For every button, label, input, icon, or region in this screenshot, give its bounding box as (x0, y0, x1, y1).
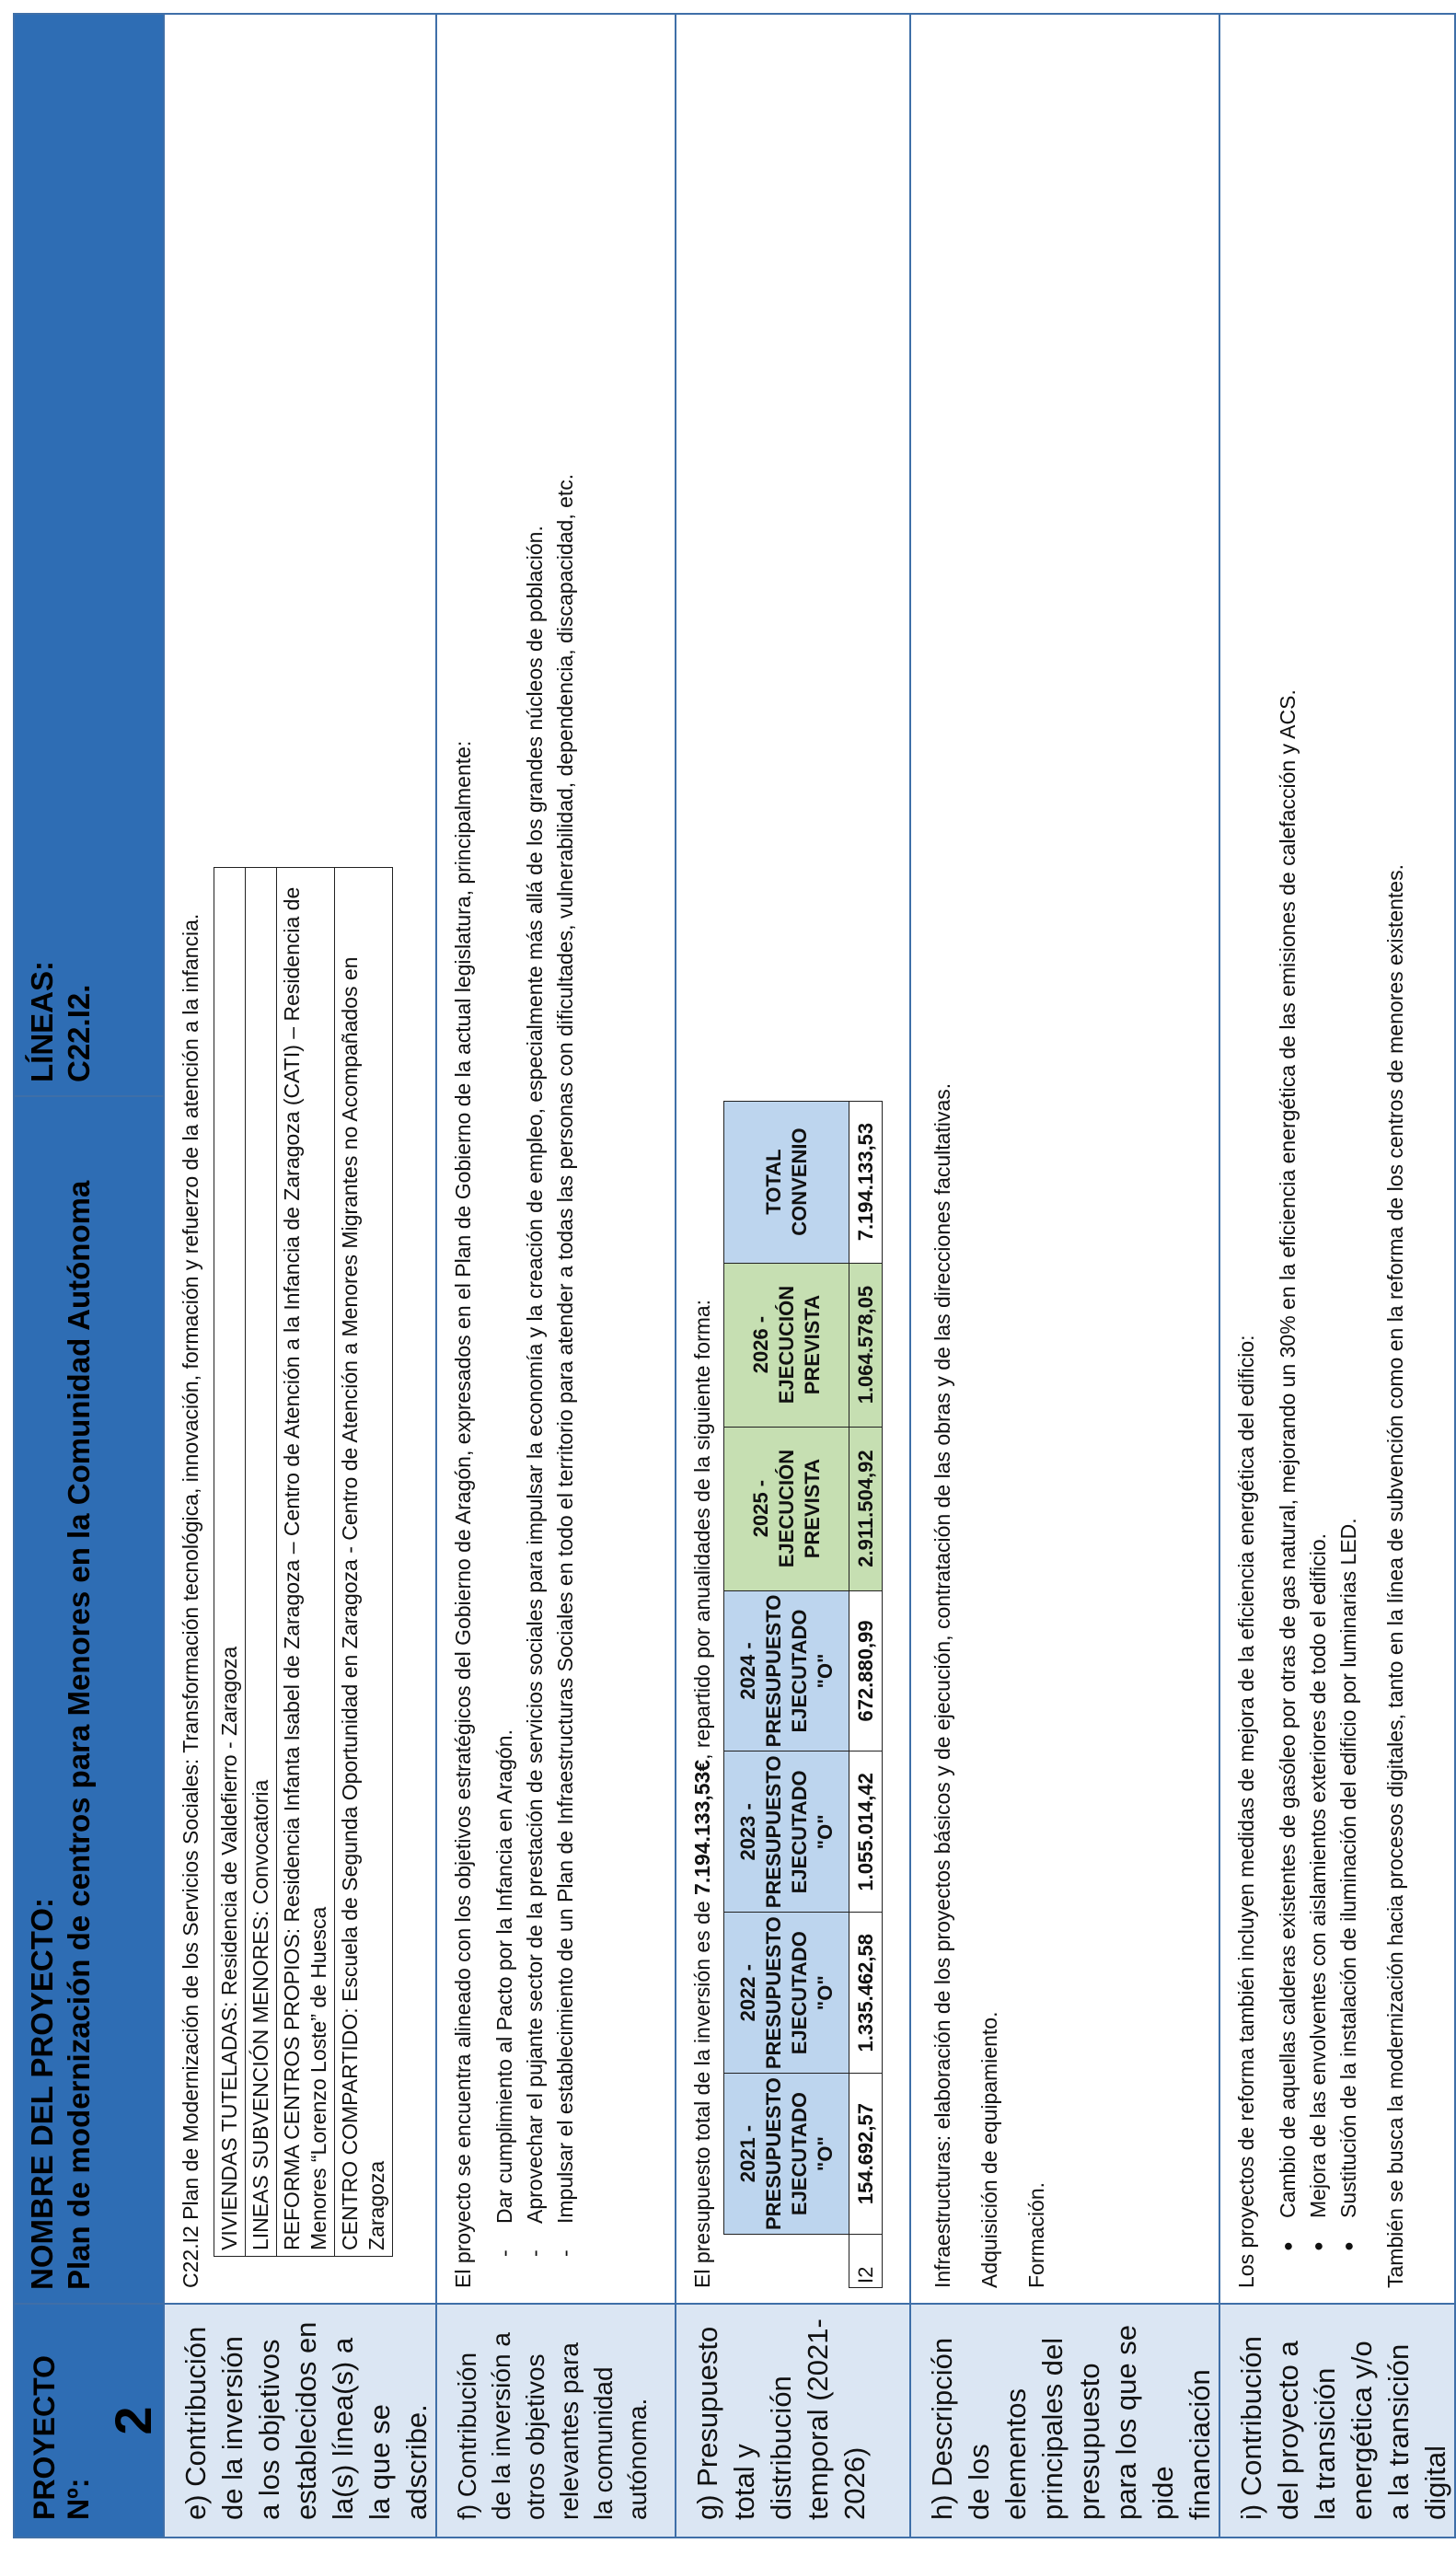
budget-row-label: I2 (849, 2235, 883, 2288)
budget-value-2023: 1.055.014,42 (849, 1752, 883, 1913)
lines-label: LÍNEAS: (25, 961, 59, 1082)
section-e-item: VIVIENDAS TUTELADAS: Residencia de Valdefierro - Zaragoza (214, 868, 246, 2257)
budget-header-2024: 2024 - PRESUPUESTO EJECUTADO "O" (724, 1590, 849, 1752)
project-name-label: NOMBRE DEL PROYECTO: (25, 1898, 59, 2290)
lines-value: C22.I2. (62, 984, 96, 1082)
project-lines-cell (14, 14, 164, 1096)
section-i-item: ● Mejora de las envolventes con aislamientos exteriores de todo el edificio. (1303, 29, 1334, 2251)
section-i-content (1219, 14, 1455, 2304)
project-sheet-table (13, 13, 1456, 2538)
section-i-intro: Los proyectos de reforma también incluyen medidas de mejora de la eficiencia energética del edificio: (1234, 1335, 1258, 2288)
section-f-item: - Impulsar el establecimiento de un Plan de Infraestructuras Sociales en todo el territorio para atender a todas las personas con dificultades, vulnerabilidad, dependencia, discapacidad, etc. (550, 29, 581, 2248)
budget-header-2025: 2025 - EJECUCIÓN PREVISTA (724, 1427, 849, 1590)
section-f-list (490, 29, 581, 2288)
section-g-content (676, 14, 910, 2304)
section-e-content (164, 14, 436, 2304)
section-h-paragraph: Infraestructuras: elaboración de los proyectos básicos y de ejecución, contratación de las obras y de las direcciones facultativas. (930, 1082, 954, 2288)
project-number-label: PROYECTO Nº: (28, 2355, 95, 2520)
project-number-cell (14, 2304, 164, 2538)
section-e-item: REFORMA CENTROS PROPIOS: Residencia Infanta Isabel de Zaragoza – Centro de Atención a la Infancia de Zaragoza (CATI) – Residencia de Menores “Lorenzo Loste” de Huesca (277, 868, 335, 2257)
section-h-paragraph: Formación. (1024, 2181, 1048, 2288)
total-budget: 7.194.133,53€ (690, 1759, 714, 1895)
section-i-list (1273, 29, 1364, 2288)
section-g-label: g) Presupuesto total y distribución temporal (2021-2026) (676, 2304, 910, 2538)
section-e-label: e) Contribución de la inversión a los objetivos establecidos en la(s) línea(s) a la que se adscribe. (164, 2304, 436, 2538)
budget-value-2024: 672.880,99 (849, 1590, 883, 1752)
section-f-item: - Aprovechar el pujante sector de la prestación de servicios sociales para impulsar la economía y la creación de empleo, especialmente más allá de los grandes núcleos de población. (520, 29, 550, 2248)
section-e-item: LINEAS SUBVENCIÓN MENORES: Convocatoria (246, 868, 277, 2257)
section-g-intro: El presupuesto total de la inversión es de 7.194.133,53€, repartido por anualidades de la siguiente forma: (690, 1299, 714, 2288)
section-i-label: i) Contribución del proyecto a la transición energética y/o a la transición digital (1219, 2304, 1455, 2538)
budget-value-2026: 1.064.578,05 (849, 1263, 883, 1427)
section-h-paragraph: Adquisición de equipamiento. (977, 2011, 1001, 2288)
budget-header-total: TOTAL CONVENIO (724, 1101, 849, 1263)
project-name-cell (14, 1096, 164, 2304)
budget-value-total: 7.194.133,53 (849, 1101, 883, 1263)
budget-header-2023: 2023 - PRESUPUESTO EJECUTADO "O" (724, 1752, 849, 1913)
section-f-item: - Dar cumplimiento al Pacto por la Infancia en Aragón. (490, 29, 520, 2248)
project-number-value: 2 (104, 2406, 162, 2435)
budget-value-2022: 1.335.462,58 (849, 1913, 883, 2074)
budget-header-2022: 2022 - PRESUPUESTO EJECUTADO "O" (724, 1913, 849, 2074)
section-e-list (214, 867, 393, 2257)
budget-value-2025: 2.911.504,92 (849, 1427, 883, 1590)
project-name-value: Plan de modernización de centros para Menores en la Comunidad Autónoma (62, 1180, 96, 2290)
budget-value-2021: 154.692,57 (849, 2074, 883, 2235)
section-e-intro: C22.I2 Plan de Modernización de los Servicios Sociales: Transformación tecnológica, innovación, formación y refuerzo de la atención a la infancia. (179, 913, 202, 2288)
section-i-item: ● Cambio de aquellas calderas existentes de gasóleo por otras de gas natural, mejorando un 30% en la eficiencia energética de las emisiones de calefacción y ACS. (1273, 29, 1303, 2251)
section-f-intro: El proyecto se encuentra alineado con los objetivos estratégicos del Gobierno de Aragón, expresados en el Plan de Gobierno de la actual legislatura, principalmente: (451, 740, 475, 2288)
section-f-content (436, 14, 676, 2304)
section-h-label: h) Descripción de los elementos principales del presupuesto para los que se pide financiación (910, 2304, 1219, 2538)
section-f-label: f) Contribución de la inversión a otros objetivos relevantes para la comunidad autónoma. (436, 2304, 676, 2538)
section-e-item: CENTRO COMPARTIDO: Escuela de Segunda Oportunidad en Zaragoza - Centro de Atención a Menores Migrantes no Acompañados en Zaragoza (335, 868, 393, 2257)
section-i-closing: También se busca la modernización hacia procesos digitales, tanto en la línea de subvención como en la reforma de los centros de menores existentes. (1383, 864, 1407, 2288)
section-h-content (910, 14, 1219, 2304)
budget-table (723, 1101, 883, 2288)
budget-header-2021: 2021 - PRESUPUESTO EJECUTADO "O" (724, 2074, 849, 2235)
budget-header-2026: 2026 - EJECUCIÓN PREVISTA (724, 1263, 849, 1427)
section-i-item: ● Sustitución de la instalación de iluminación del edificio por luminarias LED. (1334, 29, 1364, 2251)
